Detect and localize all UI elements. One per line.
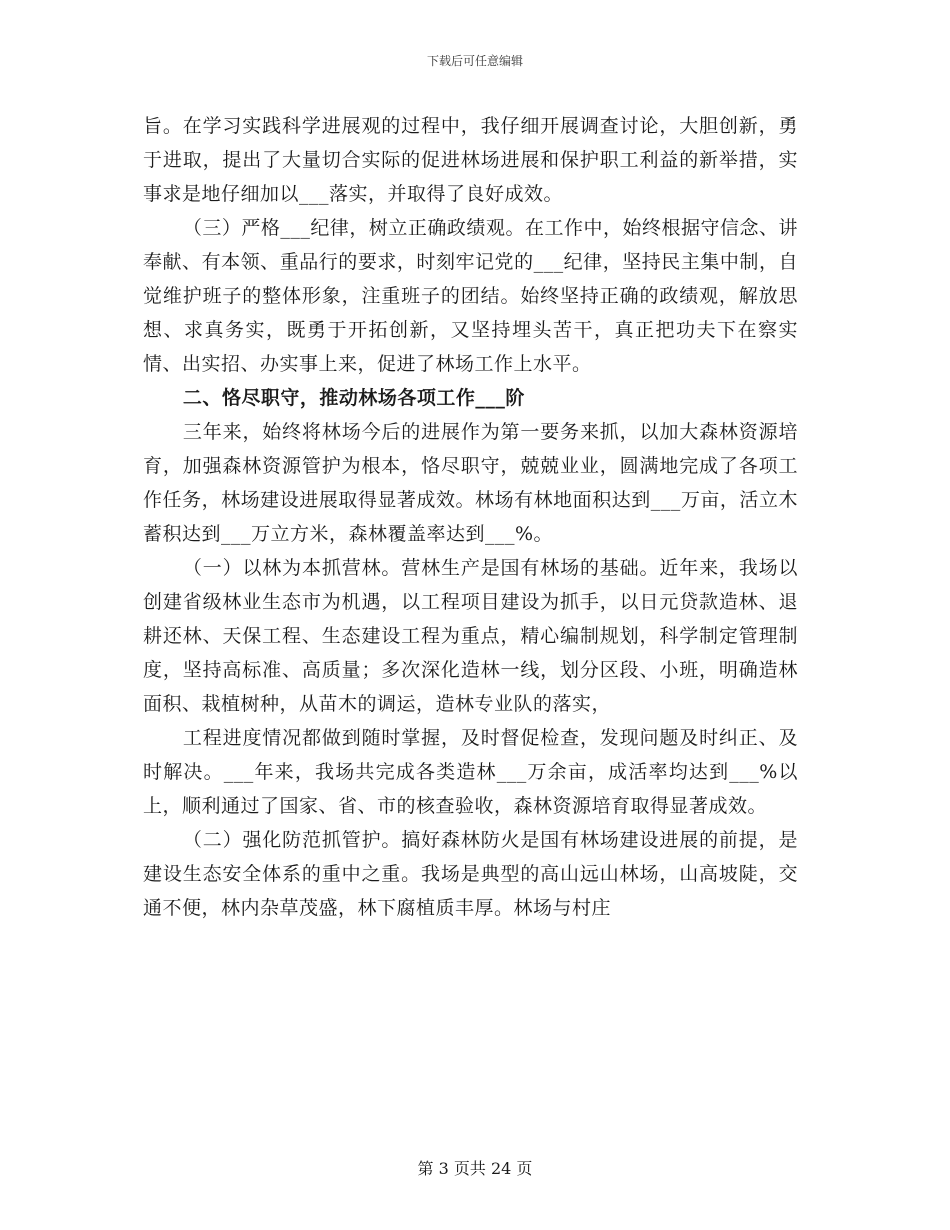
document-body bbox=[143, 109, 798, 925]
section-heading: 二、恪尽职守，推动林场各项工作___阶 bbox=[182, 387, 525, 409]
paragraph-1: 旨。在学习实践科学进展观的过程中，我仔细开展调查讨论，大胆创新，勇于进取，提出了大量切合实际的促进林场进展和保护职工利益的新举措，实事求是地仔细加以___落实，并取得了良好成效。 bbox=[143, 115, 798, 205]
paragraph-6: （二）强化防范抓管护。搞好森林防火是国有林场建设进展的前提，是建设生态安全体系的重中之重。我场是典型的高山远山林场，山高坡陡，交通不便，林内杂草茂盛，林下腐植质丰厚。林场与村庄 bbox=[143, 829, 798, 919]
page-number: 第 3 页共 24 页 bbox=[417, 1159, 533, 1178]
page-header: 下载后可任意编辑 bbox=[426, 54, 523, 68]
paragraph-3: 三年来，始终将林场今后的进展作为第一要务来抓，以加大森林资源培育，加强森林资源管护为根本，恪尽职守，兢兢业业，圆满地完成了各项工作任务，林场建设进展取得显著成效。林场有林地面积达到___万亩，活立木蓄积达到___万立方米，森林覆盖率达到___%。 bbox=[143, 421, 798, 545]
paragraph-2: （三）严格___纪律，树立正确政绩观。在工作中，始终根据守信念、讲奉献、有本领、重品行的要求，时刻牢记党的___纪律，坚持民主集中制，自觉维护班子的整体形象，注重班子的团结。始终坚持正确的政绩观，解放思想、求真务实，既勇于开拓创新，又坚持埋头苦干，真正把功夫下在察实情、出实招、办实事上来，促进了林场工作上水平。 bbox=[143, 217, 798, 375]
paragraph-4: （一）以林为本抓营林。营林生产是国有林场的基础。近年来，我场以创建省级林业生态市为机遇，以工程项目建设为抓手，以日元贷款造林、退耕还林、天保工程、生态建设工程为重点，精心编制规划，科学制定管理制度，坚持高标准、高质量；多次深化造林一线，划分区段、小班，明确造林面积、栽植树种，从苗木的调运，造林专业队的落实， bbox=[143, 557, 798, 715]
paragraph-5: 工程进度情况都做到随时掌握，及时督促检查，发现问题及时纠正、及时解决。___年来，我场共完成各类造林___万余亩，成活率均达到___%以上，顺利通过了国家、省、市的核查验收，森林资源培育取得显著成效。 bbox=[143, 727, 798, 817]
